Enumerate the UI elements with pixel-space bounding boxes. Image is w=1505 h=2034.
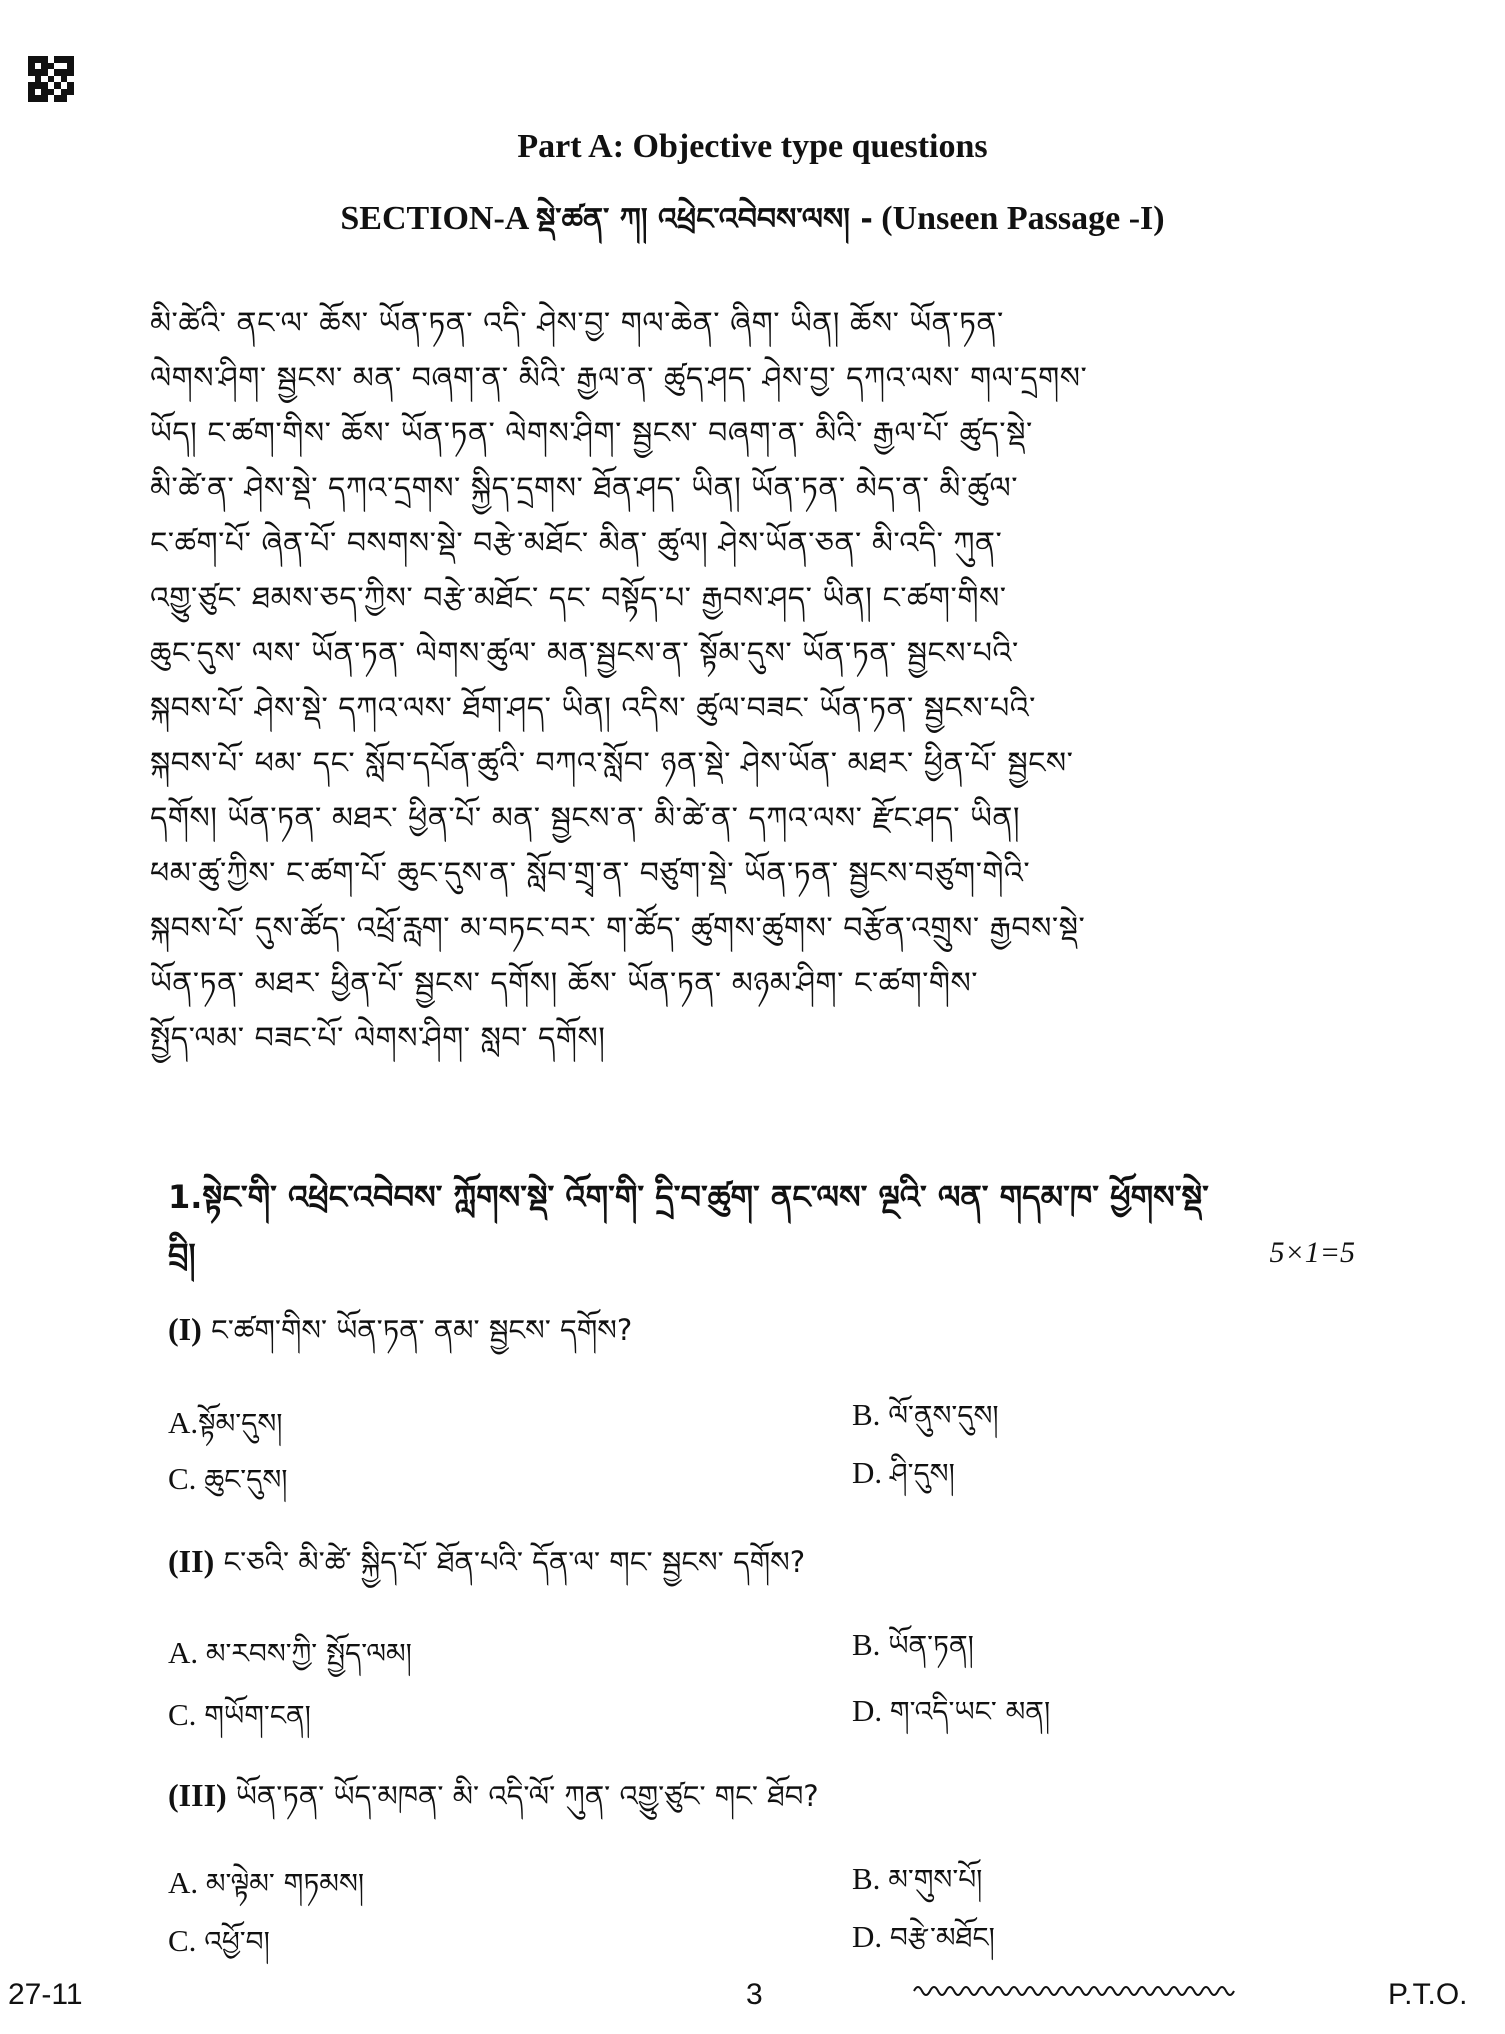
passage-line: ཕམ་ཚུ་ཀྱིས་ ང་ཚག་པོ་ ཆུང་དུས་ན་ སློབ་གྲྭ་ན་ བཙུག་སྡེ་ ཡོན་ཏན་ སྦྱངས་བཙུག་གེའི་ <box>150 856 1031 891</box>
option-text: གཡོག་ངན། <box>204 1699 311 1732</box>
passage-line: མི་ཚེའི་ ནང་ལ་ ཆོས་ ཡོན་ཏན་ འདི་ ཤེས་བྱ་ གལ་ཆེན་ ཞིག་ ཡིན། ཆོས་ ཡོན་ཏན་ <box>150 306 1004 341</box>
passage-line: མི་ཚེ་ན་ ཤེས་སྡེ་ དཀའ་དྲགས་ སྐྱིད་དྲགས་ ཐོན་ཤད་ ཡིན། ཡོན་ཏན་ མེད་ན་ མི་ཚུལ་ <box>150 471 1018 506</box>
part-title: Part A: Objective type questions <box>517 128 988 165</box>
instruction-end: བྲི། <box>168 1236 196 1274</box>
question-text: ང་ཚག་གིས་ ཡོན་ཏན་ ནམ་ སྦྱངས་ དགོས? <box>210 1313 633 1347</box>
squiggle-divider-icon <box>912 1976 1242 2006</box>
page-number: 3 <box>746 1978 763 2011</box>
option-text: འཕྱོ་བ། <box>204 1925 270 1958</box>
question-number: (III) <box>168 1777 227 1813</box>
passage-line: སྐབས་པོ་ ཕམ་ དང་ སློབ་དཔོན་ཚུའི་ བཀའ་སློབ་ ཉན་སྡེ་ ཤེས་ཡོན་ མཐར་ ཕྱིན་པོ་ སྦྱངས་ <box>150 746 1074 781</box>
marks-label: 5×1=5 <box>1269 1236 1355 1269</box>
passage-line: སྐབས་པོ་ དུས་ཚོད་ འཕྲོ་རླག་ མ་བཏང་བར་ ག་ཚོད་ ཚུགས་ཚུགས་ བརྩོན་འགྲུས་ རྒྱབས་སྡེ་ <box>150 911 1086 946</box>
option-d[interactable] <box>852 1906 995 1985</box>
option-text: སྟོམ་དུས། <box>198 1407 283 1440</box>
option-letter: A. <box>168 1635 199 1670</box>
passage-line: ཡོན་ཏན་ མཐར་ ཕྱིན་པོ་ སྦྱངས་ དགོས། ཆོས་ ཡོན་ཏན་ མཉམ་ཤིག་ ང་ཚག་གིས་ <box>150 966 979 1001</box>
question-number: (I) <box>168 1311 202 1347</box>
passage-line: དགོས། ཡོན་ཏན་ མཐར་ ཕྱིན་པོ་ མན་ སྦྱངས་ན་ མི་ཚེ་ན་ དཀའ་ལས་ རྫོང་ཤད་ ཡིན། <box>150 801 1021 836</box>
option-text: བརྩེ་མཐོང། <box>889 1921 995 1954</box>
option-letter: D. <box>852 1455 883 1490</box>
section-tibetan-2: འཕྲེང་འབེབས་ལས། - <box>657 202 873 237</box>
pto-label: P.T.O. <box>1388 1978 1468 2011</box>
question-3 <box>168 1764 1318 1846</box>
option-text: ཆུང་དུས། <box>204 1463 288 1496</box>
section-prefix: SECTION-A <box>340 200 528 237</box>
option-text: ཤི་དུས། <box>889 1457 955 1490</box>
passage-line: ཆུང་དུས་ ལས་ ཡོན་ཏན་ ལེགས་ཚུལ་ མན་སྦྱངས་ན་ སྟོམ་དུས་ ཡོན་ཏན་ སྦྱངས་པའི་ <box>150 636 1019 671</box>
question-1 <box>168 1298 1318 1380</box>
option-text: མ་གུས་པོ། <box>888 1863 983 1896</box>
option-letter: A. <box>168 1865 199 1900</box>
option-text: མ་རབས་ཀྱི་ སྤྱོད་ལམ། <box>205 1637 412 1670</box>
unseen-passage <box>150 296 1350 1066</box>
section-title <box>0 186 1505 270</box>
question-2 <box>168 1530 1318 1612</box>
question-number: (II) <box>168 1543 215 1579</box>
passage-line: ལེགས་ཤིག་ སྦྱངས་ མན་ བཞག་ན་ མིའི་ རྒྱལ་ན་ ཚུད་ཤད་ ཤེས་བྱ་ དཀའ་ལས་ གལ་དྲགས་ <box>150 361 1088 396</box>
option-d[interactable] <box>852 1680 1050 1759</box>
option-text: ག་འདི་ཡང་ མན། <box>889 1695 1051 1728</box>
section-suffix: (Unseen Passage -I) <box>881 200 1165 237</box>
option-c[interactable] <box>168 1910 270 1989</box>
passage-line: སྤྱོད་ལམ་ བཟང་པོ་ ལེགས་ཤིག་ སླབ་ དགོས། <box>150 1021 606 1056</box>
option-d[interactable] <box>852 1442 955 1521</box>
instruction-text: 1.སྟེང་གི་ འཕྲེང་འབེབས་ ཀློགས་སྡེ་ འོག་གི་ དྲི་བ་ཚུག་ ནང་ལས་ ལྔའི་ ལན་ གདམ་ཁ་ ཕྱོགས་སྡེ་ <box>168 1178 1209 1216</box>
paper-code: 27-11 <box>8 1978 83 2011</box>
passage-line: ང་ཚག་པོ་ ཞེན་པོ་ བསགས་སྡེ་ བརྩེ་མཐོང་ མིན་ ཚུལ། ཤེས་ཡོན་ཅན་ མི་འདི་ ཀུན་ <box>150 526 1003 561</box>
question-text: ང་ཅའི་ མི་ཚེ་ སྐྱིད་པོ་ ཐོན་པའི་ དོན་ལ་ གང་ སྦྱངས་ དགོས? <box>223 1545 806 1579</box>
option-letter: B. <box>852 1627 881 1662</box>
option-letter: B. <box>852 1861 881 1896</box>
option-letter: D. <box>852 1919 883 1954</box>
option-letter: C. <box>168 1923 197 1958</box>
question-text: ཡོན་ཏན་ ཡོད་མཁན་ མི་ འདི་ལོ་ ཀུན་ འགྱུ་ཙུང་ གང་ ཐོབ? <box>235 1779 819 1813</box>
option-text: མ་ལྟེམ་ གཏམས། <box>205 1867 365 1900</box>
passage-line: ཡོད། ང་ཚག་གིས་ ཆོས་ ཡོན་ཏན་ ལེགས་ཤིག་ སྦྱངས་ བཞག་ན་ མིའི་ རྒྱལ་པོ་ ཚུད་སྡེ་ <box>150 416 1033 451</box>
option-letter: C. <box>168 1697 197 1732</box>
option-letter: D. <box>852 1693 883 1728</box>
passage-line: འགྱུ་ཙུང་ ཐམས་ཅད་ཀྱིས་ བརྩེ་མཐོང་ དང་ བསྟོད་པ་ རྒྱབས་ཤད་ ཡིན། ང་ཚག་གིས་ <box>150 581 1007 616</box>
passage-line: སྐབས་པོ་ ཤེས་སྡེ་ དཀའ་ལས་ ཐོག་ཤད་ ཡིན། འདིས་ ཚུལ་བཟང་ ཡོན་ཏན་ སྦྱངས་པའི་ <box>150 691 1036 726</box>
option-c[interactable] <box>168 1448 288 1527</box>
option-text: ལོ་ནུས་དུས། <box>888 1399 999 1432</box>
option-text: ཡོན་ཏན། <box>888 1629 974 1662</box>
option-letter: B. <box>852 1397 881 1432</box>
option-letter: A. <box>168 1405 199 1440</box>
option-letter: C. <box>168 1461 197 1496</box>
question-instruction <box>168 1168 1358 1284</box>
section-tibetan: སྡེ་ཚན་ ཀ། <box>535 202 658 237</box>
qr-code-icon <box>28 56 74 102</box>
option-c[interactable] <box>168 1684 311 1763</box>
